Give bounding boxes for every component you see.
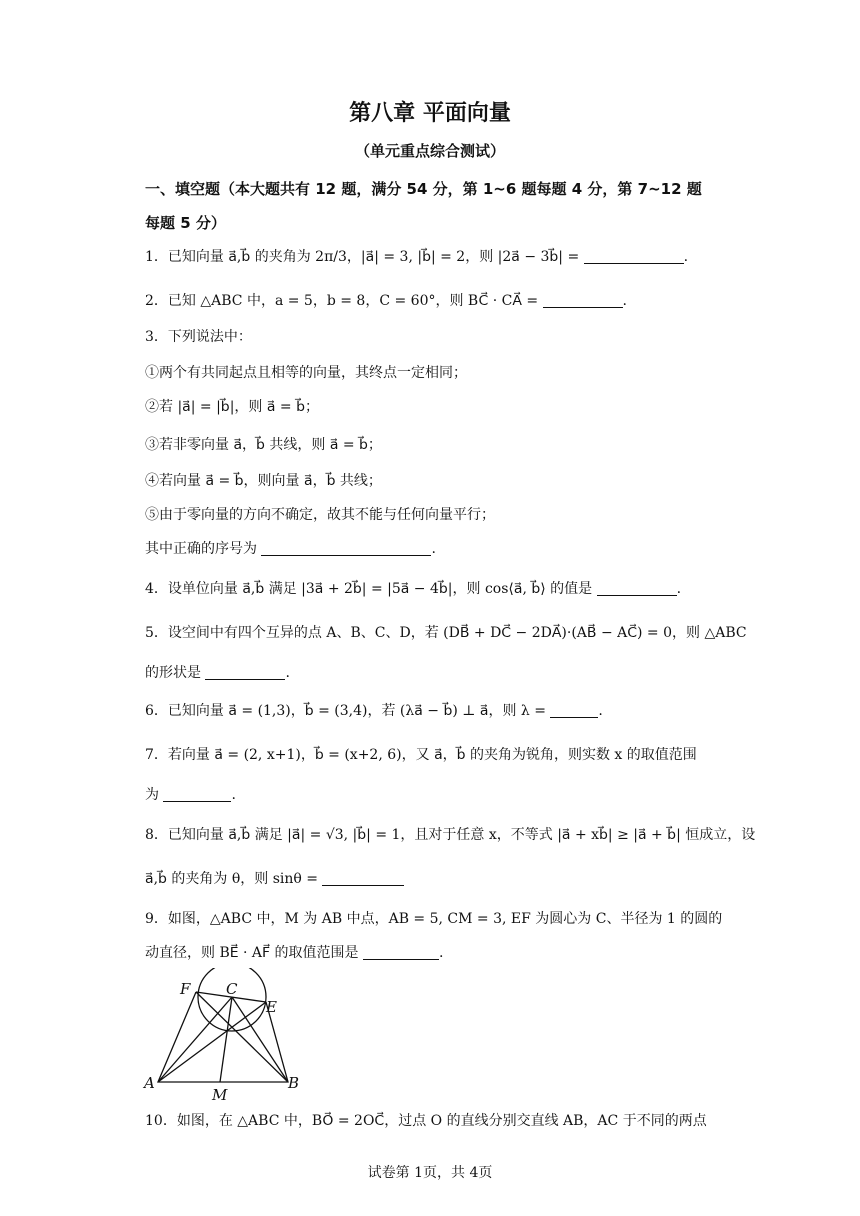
question-4: 4．设单位向量 a⃗,b⃗ 满足 |3a⃗ + 2b⃗| = |5a⃗ − 4b⃗|，则 cos⟨a⃗, b⃗⟩ 的值是 . (145, 581, 682, 597)
question-7: 7．若向量 a⃗ = (2, x+1)，b⃗ = (x+2, 6)，又 a⃗，b⃗ 的夹角为锐角，则实数 x 的取值范围 (145, 747, 697, 763)
answer-blank-3[interactable] (261, 541, 431, 556)
segment-ac (158, 997, 232, 1082)
question-3-item-5: ⑤由于零向量的方向不确定，故其不能与任何向量平行； (145, 507, 495, 523)
triangle-circle-figure (138, 968, 308, 1100)
segment-cm (220, 997, 232, 1082)
question-3-item-4: ④若向量 a⃗ = b⃗，则向量 a⃗，b⃗ 共线； (145, 473, 382, 489)
question-5: 5．设空间中有四个互异的点 A、B、C、D，若 (DB⃗ + DC⃗ − 2DA⃗)·(AB⃗ − AC⃗) = 0，则 △ABC (145, 625, 747, 641)
answer-blank-4[interactable] (597, 581, 677, 596)
question-8: 8．已知向量 a⃗,b⃗ 满足 |a⃗| = √3, |b⃗| = 1，且对于任意 x，不等式 |a⃗ + xb⃗| ≥ |a⃗ + b⃗| 恒成立，设 (145, 827, 756, 843)
page-subtitle: （单元重点综合测试） (354, 142, 505, 160)
section-heading: 一、填空题（本大题共有 12 题，满分 54 分，第 1~6 题每题 4 分，第 7~12 题每题 5 分） (145, 180, 702, 232)
question-5-cont-text: 的形状是 (145, 665, 201, 681)
label-f: F (180, 980, 191, 998)
label-c: C (226, 980, 238, 998)
page-title: 第八章 平面向量 (349, 101, 511, 126)
question-10: 10．如图，在 △ABC 中，BO⃗ = 2OC⃗，过点 O 的直线分别交直线 AB，AC 于不同的两点 (145, 1113, 707, 1129)
answer-blank-5[interactable] (205, 665, 285, 680)
page-footer: 试卷第 1页，共 4页 (367, 1165, 493, 1181)
question-2: 2．已知 △ABC 中，a = 5，b = 8，C = 60°，则 BC⃗ · CA⃗ = . (145, 293, 627, 309)
answer-blank-8[interactable] (322, 871, 404, 886)
question-3-item-1: ①两个有共同起点且相等的向量，其终点一定相同； (145, 365, 467, 381)
question-9: 9．如图，△ABC 中，M 为 AB 中点，AB = 5, CM = 3, EF 为圆心为 C、半径为 1 的圆的 (145, 911, 723, 927)
label-a: A (144, 1074, 155, 1092)
question-1: 1．已知向量 a⃗,b⃗ 的夹角为 2π/3，|a⃗| = 3, |b⃗| = 2，则 |2a⃗ − 3b⃗| = . (145, 249, 689, 265)
question-3-answer-text: 其中正确的序号为 (145, 541, 257, 557)
answer-blank-9[interactable] (363, 945, 439, 960)
question-6: 6．已知向量 a⃗ = (1,3)，b⃗ = (3,4)，若 (λa⃗ − b⃗) ⊥ a⃗，则 λ = . (145, 703, 603, 719)
question-3-answer: 其中正确的序号为 . (145, 541, 436, 557)
answer-blank-7[interactable] (163, 787, 231, 802)
question-7-cont: 为 . (145, 787, 236, 803)
question-3: 3．下列说法中： (145, 329, 252, 345)
question-7-cont-text: 为 (145, 787, 159, 803)
answer-blank-1[interactable] (584, 249, 684, 264)
question-9-cont: 动直径，则 BE⃗ · AF⃗ 的取值范围是 . (145, 945, 444, 961)
question-8-cont (145, 868, 404, 888)
question-8-cont-text: a⃗,b⃗ 的夹角为 θ，则 sinθ = (145, 871, 318, 887)
label-b: B (288, 1074, 300, 1092)
answer-blank-2[interactable] (543, 293, 623, 308)
question-4-text: 4．设单位向量 a⃗,b⃗ 满足 |3a⃗ + 2b⃗| = |5a⃗ − 4b⃗|，则 cos⟨a⃗, b⃗⟩ 的值是 (145, 581, 593, 597)
question-3-item-3: ③若非零向量 a⃗，b⃗ 共线，则 a⃗ = b⃗； (145, 437, 382, 453)
label-e: E (266, 998, 277, 1016)
question-5-cont: 的形状是 . (145, 665, 290, 681)
question-1-text: 1．已知向量 a⃗,b⃗ 的夹角为 2π/3，|a⃗| = 3, |b⃗| = 2，则 |2a⃗ − 3b⃗| = (145, 249, 580, 265)
question-9-cont-text: 动直径，则 BE⃗ · AF⃗ 的取值范围是 (145, 945, 359, 961)
question-6-text: 6．已知向量 a⃗ = (1,3)，b⃗ = (3,4)，若 (λa⃗ − b⃗) ⊥ a⃗，则 λ = (145, 703, 546, 719)
question-2-text: 2．已知 △ABC 中，a = 5，b = 8，C = 60°，则 BC⃗ · CA⃗ = (145, 293, 539, 309)
segment-bc (232, 997, 288, 1082)
answer-blank-6[interactable] (550, 703, 598, 718)
label-m: M (212, 1086, 228, 1100)
question-3-item-2: ②若 |a⃗| = |b⃗|，则 a⃗ = b⃗； (145, 399, 319, 415)
